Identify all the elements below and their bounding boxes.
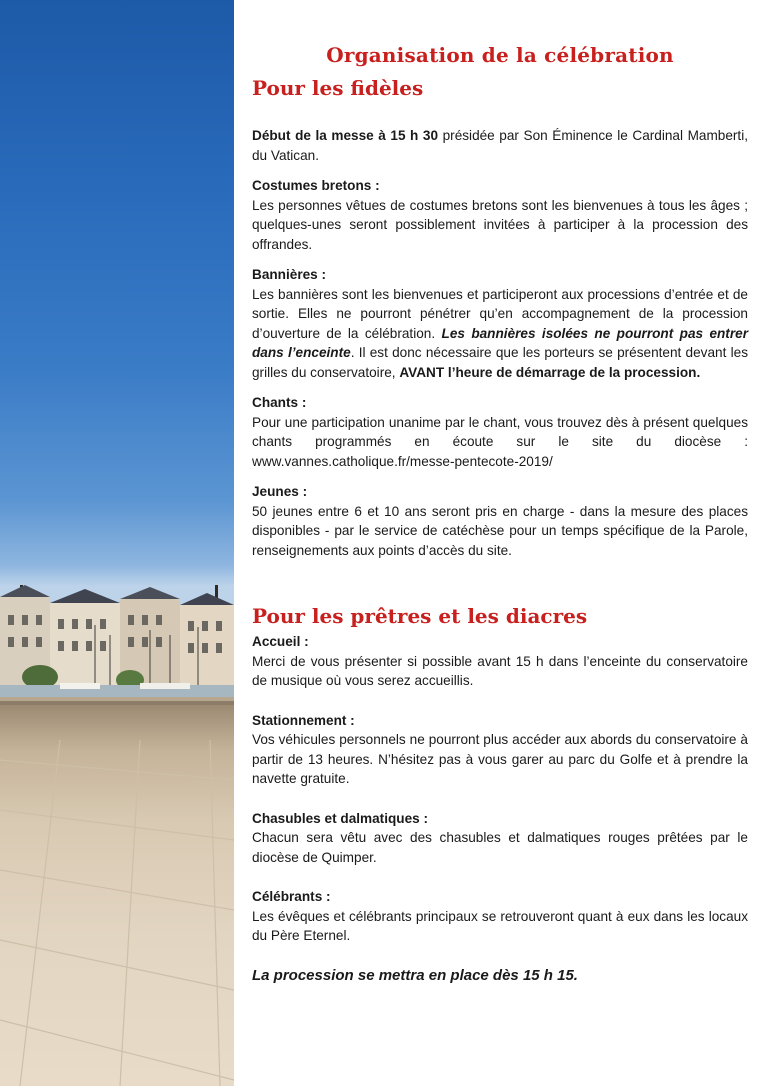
celebrants-text: Les évêques et célébrants principaux se retrouveront quant à eux dans les locaux du Père Eternel. [252,908,748,943]
stationnement-heading: Stationnement : [252,712,355,728]
chasubles-heading: Chasubles et dalmatiques : [252,810,429,826]
harbor-photo [0,0,234,1086]
chants-heading: Chants : [252,395,307,410]
chasubles-text: Chacun sera vêtu avec des chasubles et dalmatiques rouges prêtées par le diocèse de Quimper. [252,830,748,865]
celebrants-block [252,887,748,946]
bannieres-text-part2: . Il est donc nécessaire que les porteurs se présentent devant les grilles du conservatoire, [252,345,748,380]
jeunes-text: 50 jeunes entre 6 et 10 ans seront pris en charge - dans la mesure des places disponibles - par le service de catéchèse pour un temps spécifique de la Parole, renseignements aux points d’accès du site. [252,503,748,558]
accueil-text: Merci de vous présenter si possible avant 15 h dans l’enceinte du conservatoire de musique où vous serez accueillis. [252,653,748,688]
harbor-buildings-illustration [0,585,234,720]
bannieres-block [252,265,748,382]
mass-intro-bold: Début de la messe à 15 h 30 [252,128,439,143]
section-title-fideles: Pour les fidèles [252,76,424,100]
chasubles-block [252,809,748,868]
accueil-heading: Accueil : [252,634,309,649]
chants-text: Pour une participation unanime par le chant, vous trouvez dès à présent quelques chants programmés en écoute sur le site du diocèse : www.vannes.catholique.fr/messe-pentecote-2019/ [252,414,748,469]
accueil-block [252,632,748,691]
mass-intro [252,126,748,165]
bannieres-text-part1: Les bannières sont les bienvenues et participeront aux processions d’entrée et de sortie. Elles ne pourront pénétrer qu’en accompagnement de la procession d’ouverture de la célébration. [252,286,748,341]
costumes-text: Les personnes vêtues de costumes bretons sont les bienvenues à tous les âges ; quelques-unes seront possiblement invitées à participer à la procession des offrandes. [252,197,748,252]
bannieres-text [252,285,748,383]
closing-note: La procession se mettra en place dès 15 h 15. [252,966,578,984]
chants-block [252,393,748,471]
costumes-block [252,176,748,254]
section-title-pretres: Pour les prêtres et les diacres [252,604,588,628]
page-title: Organisation de la célébration [326,43,674,67]
stationnement-block [252,711,748,789]
bannieres-strong: AVANT l’heure de démarrage de la procession. [399,364,701,380]
celebrants-heading: Célébrants : [252,889,331,904]
content-column [252,38,748,986]
costumes-heading: Costumes bretons : [252,178,380,193]
jeunes-block [252,482,748,560]
stationnement-text: Vos véhicules personnels ne pourront plus accéder aux abords du conservatoire à partir de 13 heures. N’hésitez pas à vous garer au parc du Golfe et à prendre la navette gratuite. [252,732,748,786]
bannieres-emphasis: Les bannières isolées ne pourront pas entrer dans l’enceinte [252,325,748,360]
mass-intro-text: présidée par Son Éminence le Cardinal Mamberti, du Vatican. [252,128,748,163]
jeunes-heading: Jeunes : [252,484,308,499]
paving-lines [0,740,234,1086]
bannieres-heading: Bannières : [252,267,327,282]
